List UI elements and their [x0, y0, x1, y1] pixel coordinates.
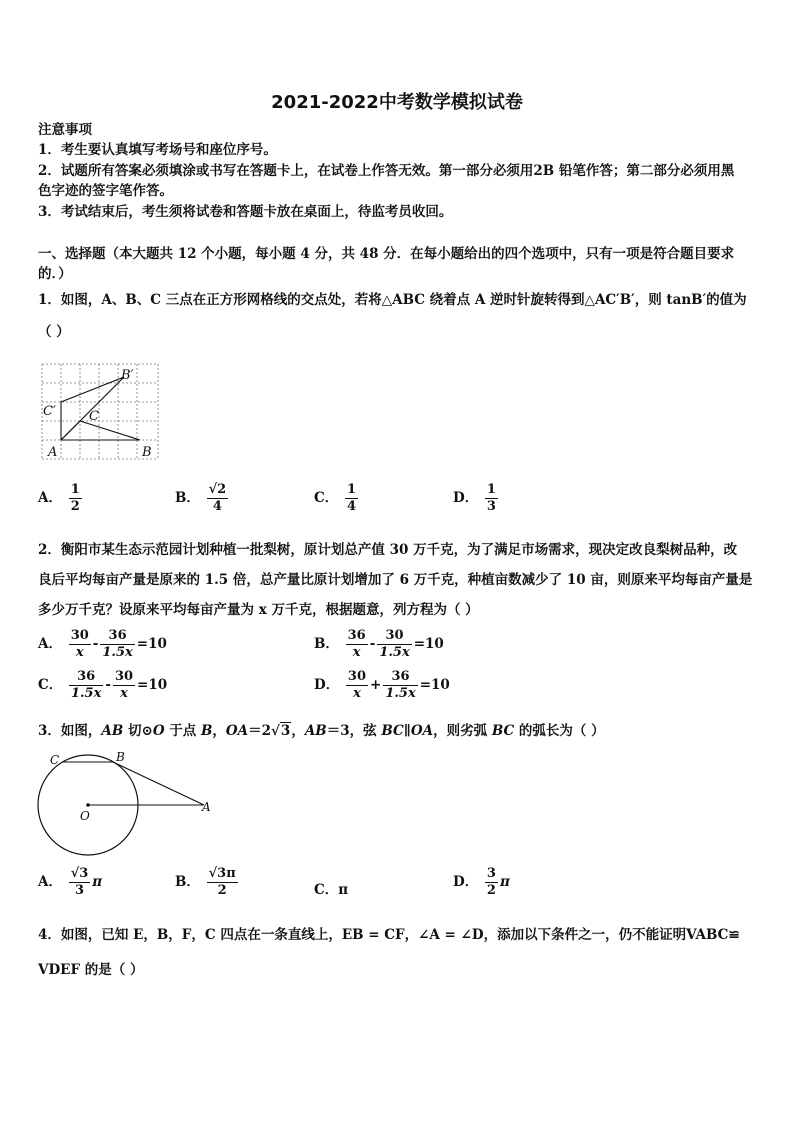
circle-point-b-label: B	[116, 750, 125, 764]
circle-center-o-label: O	[80, 809, 90, 823]
q2-stem-line1: 2．衡阳市某生态示范园计划种植一批梨树，原计划总产值 30 万千克，为了满足市场需求，现决定改良梨树品种，改	[38, 542, 738, 558]
notice-item-3: 3．考试结束后，考生须将试卷和答题卡放在桌面上，待监考员收回。	[38, 204, 453, 220]
q1-stem-line1: 1．如图，A、B、C 三点在正方形网格线的交点处，若将△ABC 绕着点 A 逆时针旋转得到△AC′B′，则 tanB′的值为	[38, 292, 747, 308]
q2-option-a: A． $\frac{30}{x}$ - $\frac{36}{1.5x}$ =10	[38, 628, 167, 660]
triangle-abc	[61, 421, 140, 440]
notice-item-2: 2．试题所有答案必须填涂或书写在答题卡上，在试卷上作答无效。第一部分必须用2B 铅笔作答；第二部分必须用黑	[38, 163, 735, 179]
q2-option-d: D． $\frac{30}{x}$ + $\frac{36}{1.5x}$ =10	[314, 669, 450, 701]
q1-option-d: D． $\frac{1}{3}$	[453, 482, 496, 514]
q4-stem-line1: 4．如图，已知 E，B，F，C 四点在一条直线上，EB = CF，∠A = ∠D，添加以下条件之一，仍不能证明VABC≌	[38, 927, 740, 943]
q1-stem-line2: （ ）	[38, 324, 70, 340]
q3-option-d: D． $\frac{3}{2}$ π	[453, 866, 510, 898]
q3-circle-figure	[30, 748, 220, 860]
point-b-label: B	[142, 445, 152, 460]
point-a-label: A	[48, 445, 58, 460]
point-c-label: C	[89, 409, 99, 424]
section-heading-line2: 的．）	[38, 266, 72, 282]
q3-option-a: A． $\frac{√3}{3}$ π	[38, 866, 103, 898]
circle-point-a-label: A	[202, 800, 211, 814]
q2-option-b: B． $\frac{36}{x}$ - $\frac{30}{1.5x}$ =10	[314, 628, 444, 660]
point-b-prime-label: B′	[121, 368, 134, 383]
notice-item-2-cont: 色字迹的签字笔作答。	[38, 183, 173, 199]
q2-option-c: C． $\frac{36}{1.5x}$ - $\frac{30}{x}$ =10	[38, 669, 168, 701]
q3-stem: 3．如图，AB 切⊙O 于点 B，OA＝2√3，AB＝3，弦 BC∥OA，则劣弧 BC 的弧长为（ ）	[38, 723, 605, 739]
q1-option-c: C． $\frac{1}{4}$	[314, 482, 356, 514]
q4-stem-line2: VDEF 的是（ ）	[38, 962, 144, 978]
q2-stem-line2: 良后平均每亩产量是原来的 1.5 倍，总产量比原计划增加了 6 万千克，种植亩数减少了 10 亩，则原来平均每亩产量是	[38, 572, 753, 588]
section-heading-line1: 一、选择题（本大题共 12 个小题，每小题 4 分，共 48 分．在每小题给出的四个选项中，只有一项是符合题目要求	[38, 246, 735, 262]
q3-option-c: C．π	[314, 882, 349, 898]
notice-item-1: 1．考生要认真填写考场号和座位序号。	[38, 142, 277, 158]
point-c-prime-label: C′	[43, 404, 56, 419]
notice-heading: 注意事项	[38, 122, 92, 138]
q1-option-b: B． $\frac{√2}{4}$	[175, 482, 227, 514]
q3-option-b: B． $\frac{√3\pi}{2}$	[175, 866, 236, 898]
q1-option-a: A． $\frac{1}{2}$	[38, 482, 80, 514]
page-title: 2021-2022中考数学模拟试卷	[271, 92, 523, 113]
circle-point-c-label: C	[50, 753, 60, 767]
q1-grid-figure	[38, 360, 162, 464]
q2-stem-line3: 多少万千克？设原来平均每亩产量为 x 万千克，根据题意，列方程为（ ）	[38, 602, 479, 618]
